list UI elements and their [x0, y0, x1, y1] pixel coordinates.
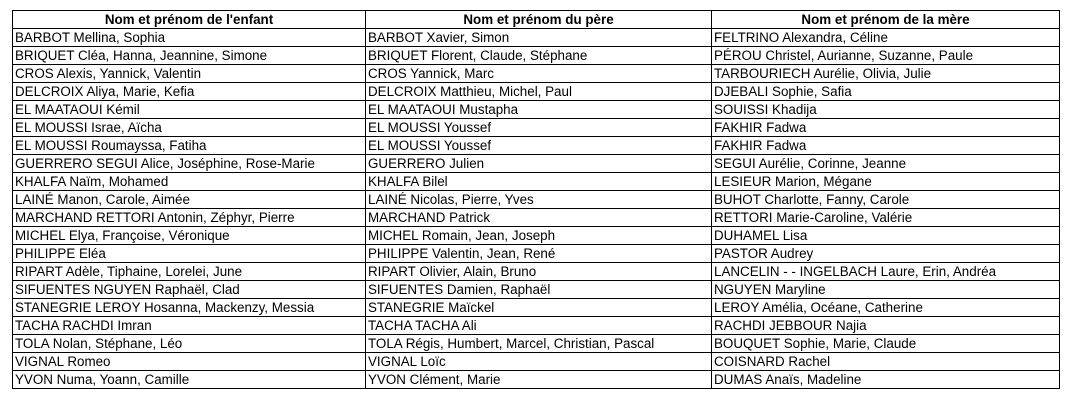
table-row	[13, 173, 1060, 191]
header-father-name: Nom et prénom du père	[366, 11, 712, 29]
child-name-cell: TACHA RACHDI Imran	[13, 317, 366, 335]
father-name-cell: GUERRERO Julien	[366, 155, 712, 173]
mother-name-cell: SEGUI Aurélie, Corinne, Jeanne	[712, 155, 1060, 173]
table-row	[13, 191, 1060, 209]
child-name-cell: PHILIPPE Eléa	[13, 245, 366, 263]
mother-name-cell: RACHDI JEBBOUR Najia	[712, 317, 1060, 335]
father-name-cell: EL MAATAOUI Mustapha	[366, 101, 712, 119]
father-name-cell: TOLA Régis, Humbert, Marcel, Christian, Pascal	[366, 335, 712, 353]
child-name-cell: EL MAATAOUI Kémil	[13, 101, 366, 119]
child-name-cell: BARBOT Mellina, Sophia	[13, 29, 366, 47]
father-name-cell: CROS Yannick, Marc	[366, 65, 712, 83]
table-row	[13, 281, 1060, 299]
mother-name-cell: LANCELIN - - INGELBACH Laure, Erin, Andréa	[712, 263, 1060, 281]
table-row	[13, 353, 1060, 371]
child-name-cell: VIGNAL Romeo	[13, 353, 366, 371]
father-name-cell: SIFUENTES Damien, Raphaël	[366, 281, 712, 299]
table-row	[13, 119, 1060, 137]
mother-name-cell: SOUISSI Khadija	[712, 101, 1060, 119]
child-name-cell: YVON Numa, Yoann, Camille	[13, 371, 366, 389]
child-name-cell: EL MOUSSI Israe, Aïcha	[13, 119, 366, 137]
mother-name-cell: FAKHIR Fadwa	[712, 137, 1060, 155]
child-name-cell: MICHEL Elya, Françoise, Véronique	[13, 227, 366, 245]
father-name-cell: DELCROIX Matthieu, Michel, Paul	[366, 83, 712, 101]
mother-name-cell: FELTRINO Alexandra, Céline	[712, 29, 1060, 47]
father-name-cell: TACHA TACHA Ali	[366, 317, 712, 335]
child-name-cell: BRIQUET Cléa, Hanna, Jeannine, Simone	[13, 47, 366, 65]
father-name-cell: BARBOT Xavier, Simon	[366, 29, 712, 47]
mother-name-cell: LEROY Amélia, Océane, Catherine	[712, 299, 1060, 317]
table-header	[13, 11, 1060, 29]
table-row	[13, 29, 1060, 47]
child-name-cell: GUERRERO SEGUI Alice, Joséphine, Rose-Marie	[13, 155, 366, 173]
child-name-cell: MARCHAND RETTORI Antonin, Zéphyr, Pierre	[13, 209, 366, 227]
table-row	[13, 263, 1060, 281]
mother-name-cell: BOUQUET Sophie, Marie, Claude	[712, 335, 1060, 353]
father-name-cell: BRIQUET Florent, Claude, Stéphane	[366, 47, 712, 65]
child-name-cell: DELCROIX Aliya, Marie, Kefia	[13, 83, 366, 101]
father-name-cell: EL MOUSSI Youssef	[366, 119, 712, 137]
father-name-cell: LAINÉ Nicolas, Pierre, Yves	[366, 191, 712, 209]
table-row	[13, 371, 1060, 389]
father-name-cell: STANEGRIE Maïckel	[366, 299, 712, 317]
birth-registry-table	[12, 10, 1060, 389]
table-row	[13, 299, 1060, 317]
mother-name-cell: BUHOT Charlotte, Fanny, Carole	[712, 191, 1060, 209]
table-row	[13, 47, 1060, 65]
table-row	[13, 317, 1060, 335]
table-body	[13, 29, 1060, 389]
table-row	[13, 335, 1060, 353]
child-name-cell: TOLA Nolan, Stéphane, Léo	[13, 335, 366, 353]
table-row	[13, 209, 1060, 227]
father-name-cell: YVON Clément, Marie	[366, 371, 712, 389]
child-name-cell: RIPART Adèle, Tiphaine, Lorelei, June	[13, 263, 366, 281]
table-row	[13, 137, 1060, 155]
father-name-cell: EL MOUSSI Youssef	[366, 137, 712, 155]
child-name-cell: CROS Alexis, Yannick, Valentin	[13, 65, 366, 83]
child-name-cell: EL MOUSSI Roumayssa, Fatiha	[13, 137, 366, 155]
child-name-cell: SIFUENTES NGUYEN Raphaël, Clad	[13, 281, 366, 299]
mother-name-cell: COISNARD Rachel	[712, 353, 1060, 371]
mother-name-cell: DJEBALI Sophie, Safia	[712, 83, 1060, 101]
header-mother-name: Nom et prénom de la mère	[712, 11, 1060, 29]
mother-name-cell: PÉROU Christel, Aurianne, Suzanne, Paule	[712, 47, 1060, 65]
child-name-cell: KHALFA Naïm, Mohamed	[13, 173, 366, 191]
table-row	[13, 245, 1060, 263]
table-row	[13, 83, 1060, 101]
table-row	[13, 155, 1060, 173]
table-row	[13, 101, 1060, 119]
table-row	[13, 227, 1060, 245]
mother-name-cell: PASTOR Audrey	[712, 245, 1060, 263]
father-name-cell: VIGNAL Loïc	[366, 353, 712, 371]
father-name-cell: MARCHAND Patrick	[366, 209, 712, 227]
header-child-name: Nom et prénom de l'enfant	[13, 11, 366, 29]
mother-name-cell: NGUYEN Maryline	[712, 281, 1060, 299]
father-name-cell: PHILIPPE Valentin, Jean, René	[366, 245, 712, 263]
mother-name-cell: TARBOURIECH Aurélie, Olivia, Julie	[712, 65, 1060, 83]
father-name-cell: RIPART Olivier, Alain, Bruno	[366, 263, 712, 281]
table-row	[13, 65, 1060, 83]
mother-name-cell: RETTORI Marie-Caroline, Valérie	[712, 209, 1060, 227]
child-name-cell: STANEGRIE LEROY Hosanna, Mackenzy, Messia	[13, 299, 366, 317]
child-name-cell: LAINÉ Manon, Carole, Aimée	[13, 191, 366, 209]
mother-name-cell: LESIEUR Marion, Mégane	[712, 173, 1060, 191]
father-name-cell: KHALFA Bilel	[366, 173, 712, 191]
mother-name-cell: DUMAS Anaïs, Madeline	[712, 371, 1060, 389]
mother-name-cell: FAKHIR Fadwa	[712, 119, 1060, 137]
father-name-cell: MICHEL Romain, Jean, Joseph	[366, 227, 712, 245]
mother-name-cell: DUHAMEL Lisa	[712, 227, 1060, 245]
header-row	[13, 11, 1060, 29]
